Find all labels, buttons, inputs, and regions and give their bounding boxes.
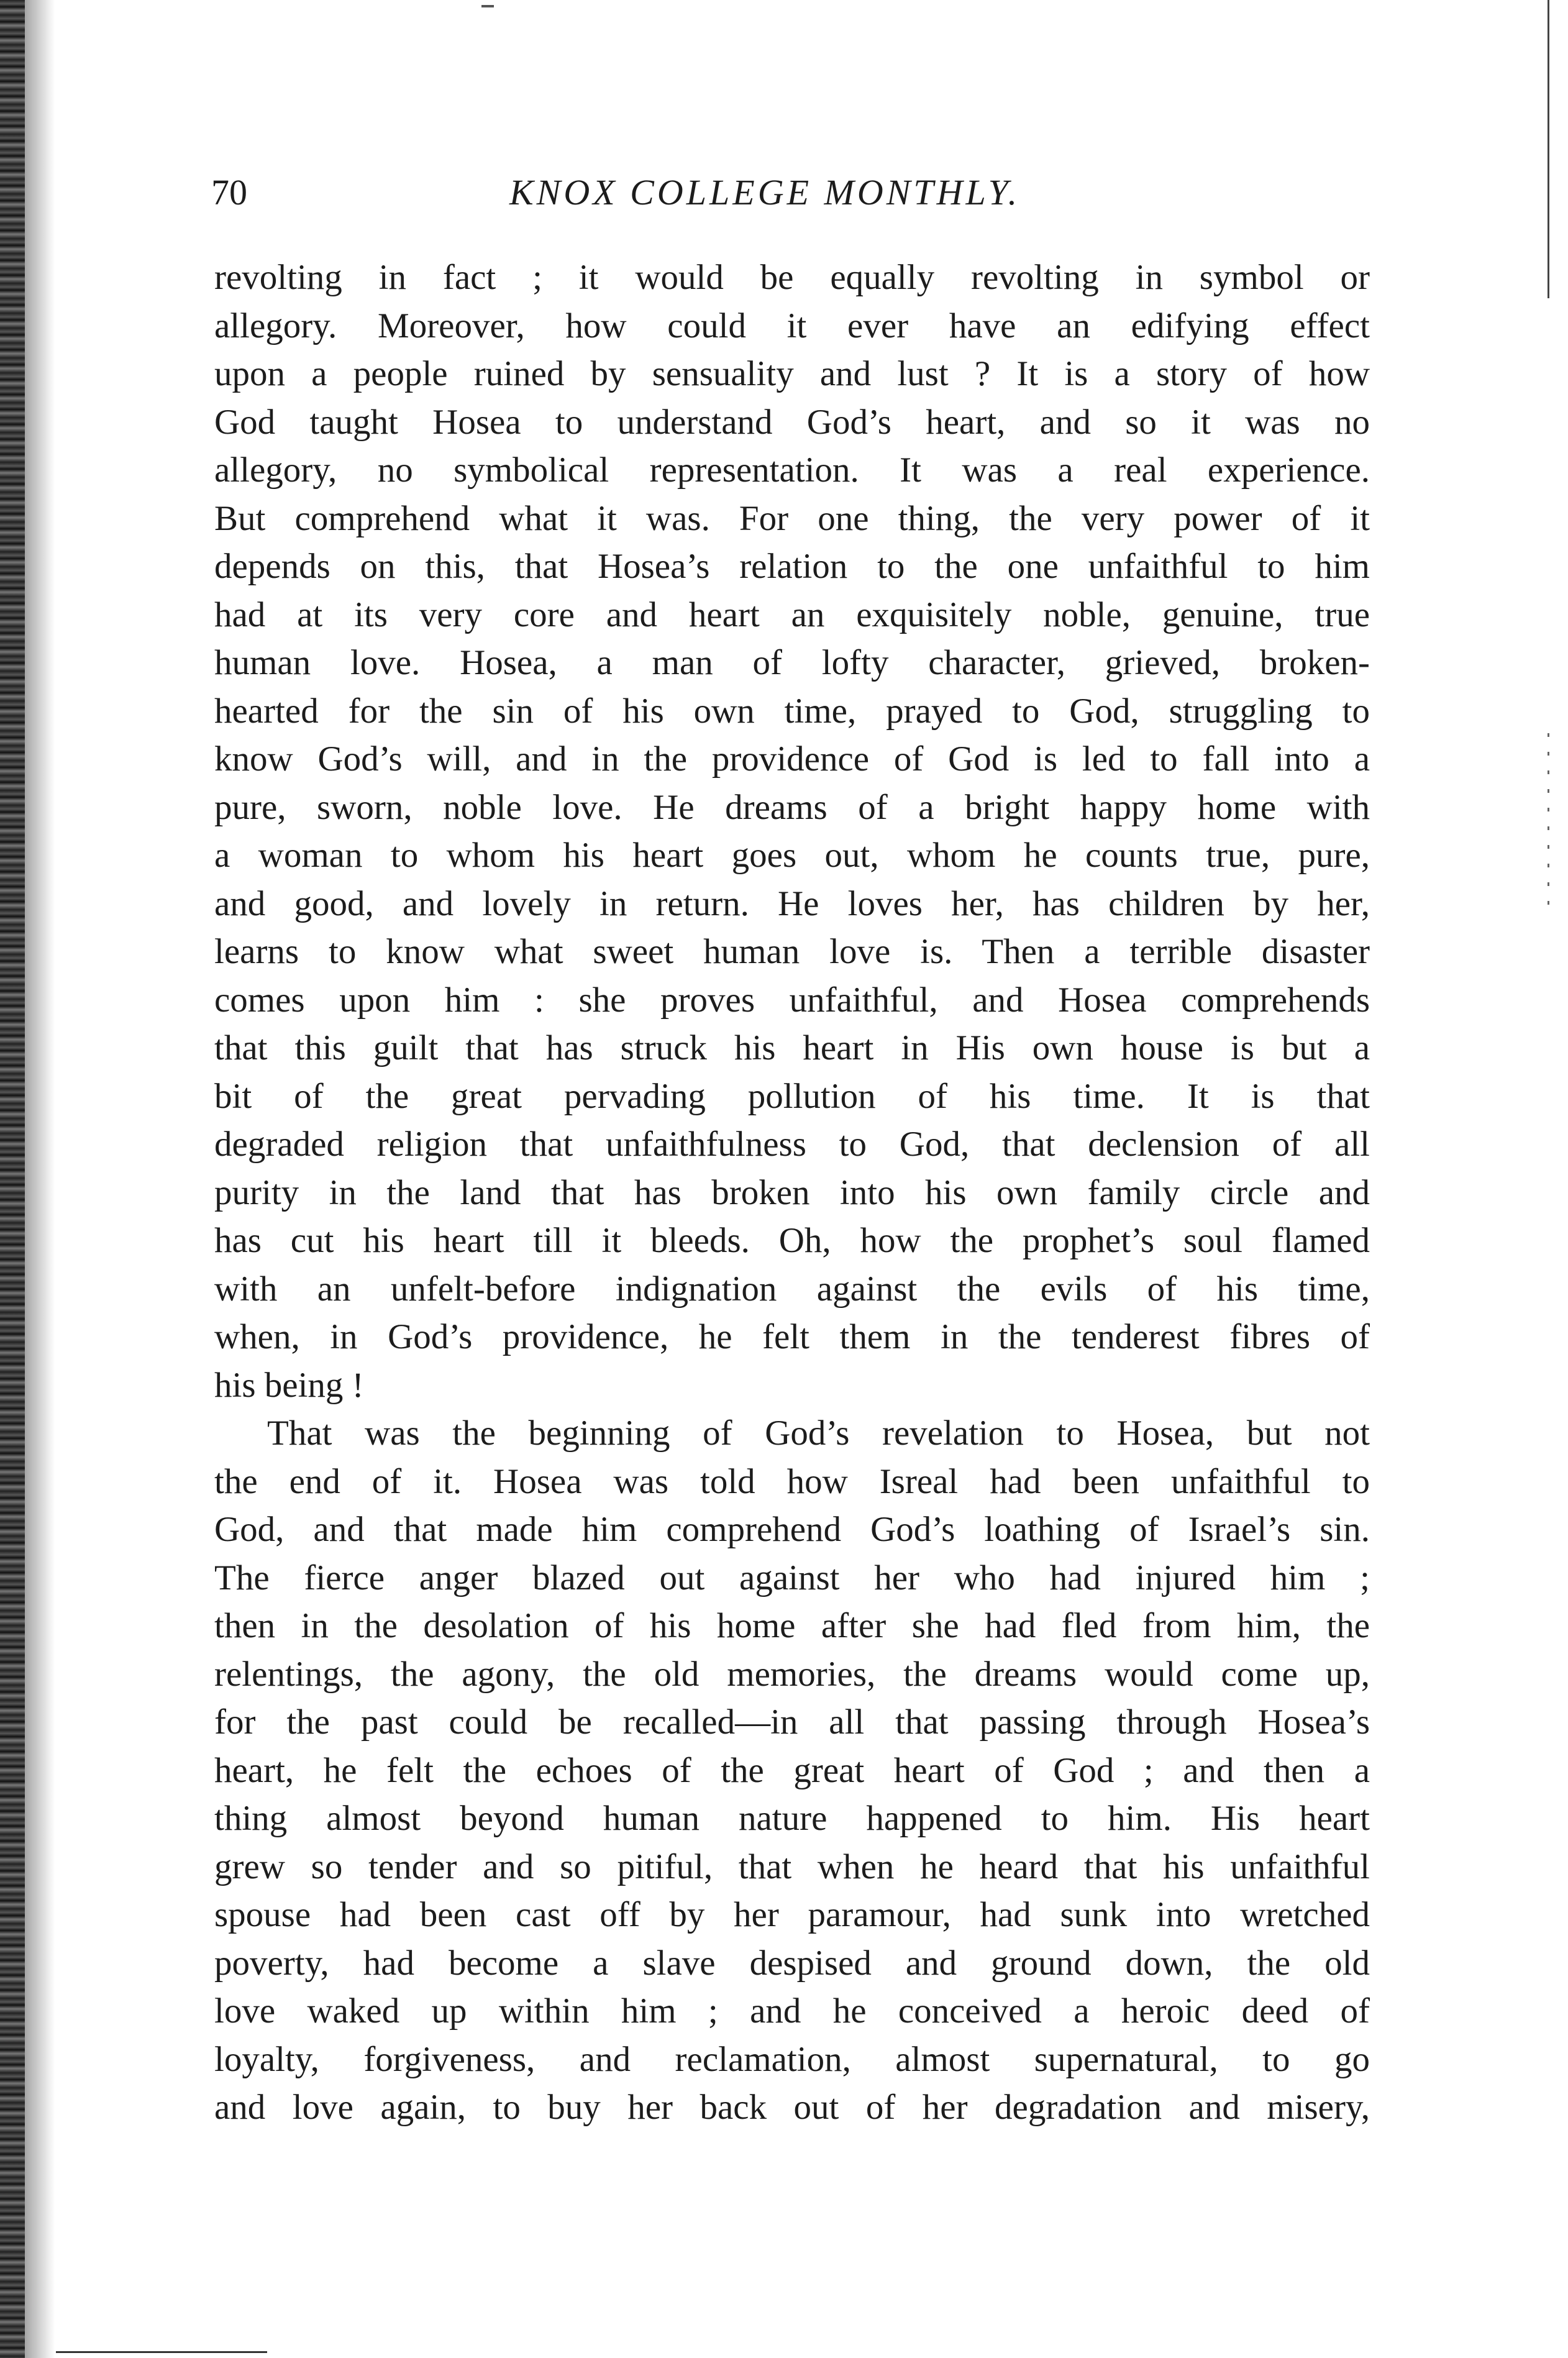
text-line: comes upon him : she proves unfaithful, and Hosea comprehends [214,980,1370,1020]
text-line: for the past could be recalled—in all that passing through Hosea’s [214,1702,1370,1742]
text-line: God, and that made him comprehend God’s loathing of Israel’s sin. [214,1510,1370,1549]
text-line: hearted for the sin of his own time, prayed to God, struggling to [214,691,1370,731]
page-header [211,168,1379,217]
text-line: The fierce anger blazed out against her who had injured him ; [214,1558,1370,1597]
text-line: God taught Hosea to understand God’s heart, and so it was no [214,402,1370,442]
bottom-margin-rule [56,2351,267,2353]
text-line: allegory. Moreover, how could it ever have an edifying effect [214,306,1370,345]
right-margin-dots [1547,733,1549,907]
text-line: loyalty, forgiveness, and reclamation, almost supernatural, to go [214,2039,1370,2079]
text-line: know God’s will, and in the providence of God is led to fall into a [214,739,1370,779]
text-line: and love again, to buy her back out of her degradation and misery, [214,2088,1370,2127]
text-line: purity in the land that has broken into his own family circle and [214,1172,1370,1212]
running-head: KNOX COLLEGE MONTHLY. [509,172,1021,212]
text-line: human love. Hosea, a man of lofty character, grieved, broken- [214,643,1370,682]
text-line: his being ! [214,1365,364,1405]
text-line: revolting in fact ; it would be equally revolting in symbol or [214,258,1370,297]
text-line: That was the beginning of God’s revelation to Hosea, but not [267,1414,1370,1453]
text-line: then in the desolation of his home after she had fled from him, the [214,1606,1370,1645]
text-line: pure, sworn, noble love. He dreams of a bright happy home with [214,787,1370,827]
text-line: learns to know what sweet human love is. Then a terrible disaster [214,932,1370,971]
page-binding-edge [0,0,25,2358]
text-line: and good, and lovely in return. He loves her, has children by her, [214,884,1370,923]
page-number: 70 [211,172,247,212]
text-line: depends on this, that Hosea’s relation to the one unfaithful to him [214,547,1370,586]
text-line: relentings, the agony, the old memories, the dreams would come up, [214,1654,1370,1694]
text-line: upon a people ruined by sensuality and lust ? It is a story of how [214,354,1370,393]
page-binding-shadow [25,0,55,2358]
text-line: degraded religion that unfaithfulness to God, that declension of all [214,1125,1370,1164]
text-line: that this guilt that has struck his heart in His own house is but a [214,1028,1370,1067]
text-line: love waked up within him ; and he conceived a heroic deed of [214,1991,1370,2031]
text-line: allegory, no symbolical representation. It was a real experience. [214,450,1370,490]
right-margin-rule [1547,0,1549,298]
text-line: the end of it. Hosea was told how Isreal had been unfaithful to [214,1461,1370,1501]
text-line: bit of the great pervading pollution of his time. It is that [214,1076,1370,1116]
text-line: a woman to whom his heart goes out, whom he counts true, pure, [214,836,1370,875]
text-line: spouse had been cast off by her paramour, had sunk into wretched [214,1895,1370,1934]
text-line: with an unfelt-before indignation against the evils of his time, [214,1269,1370,1309]
text-line: grew so tender and so pitiful, that when he heard that his unfaithful [214,1847,1370,1886]
text-line: But comprehend what it was. For one thing, the very power of it [214,498,1370,538]
text-line: heart, he felt the echoes of the great heart of God ; and then a [214,1750,1370,1790]
text-line: poverty, had become a slave despised and ground down, the old [214,1943,1370,1983]
scan-mark [481,5,494,7]
body-text [214,254,1370,2132]
text-line: had at its very core and heart an exquisitely noble, genuine, true [214,595,1370,634]
text-line: thing almost beyond human nature happened to him. His heart [214,1799,1370,1838]
text-line: when, in God’s providence, he felt them in the tenderest fibres of [214,1317,1370,1356]
text-line: has cut his heart till it bleeds. Oh, how the prophet’s soul flamed [214,1221,1370,1260]
